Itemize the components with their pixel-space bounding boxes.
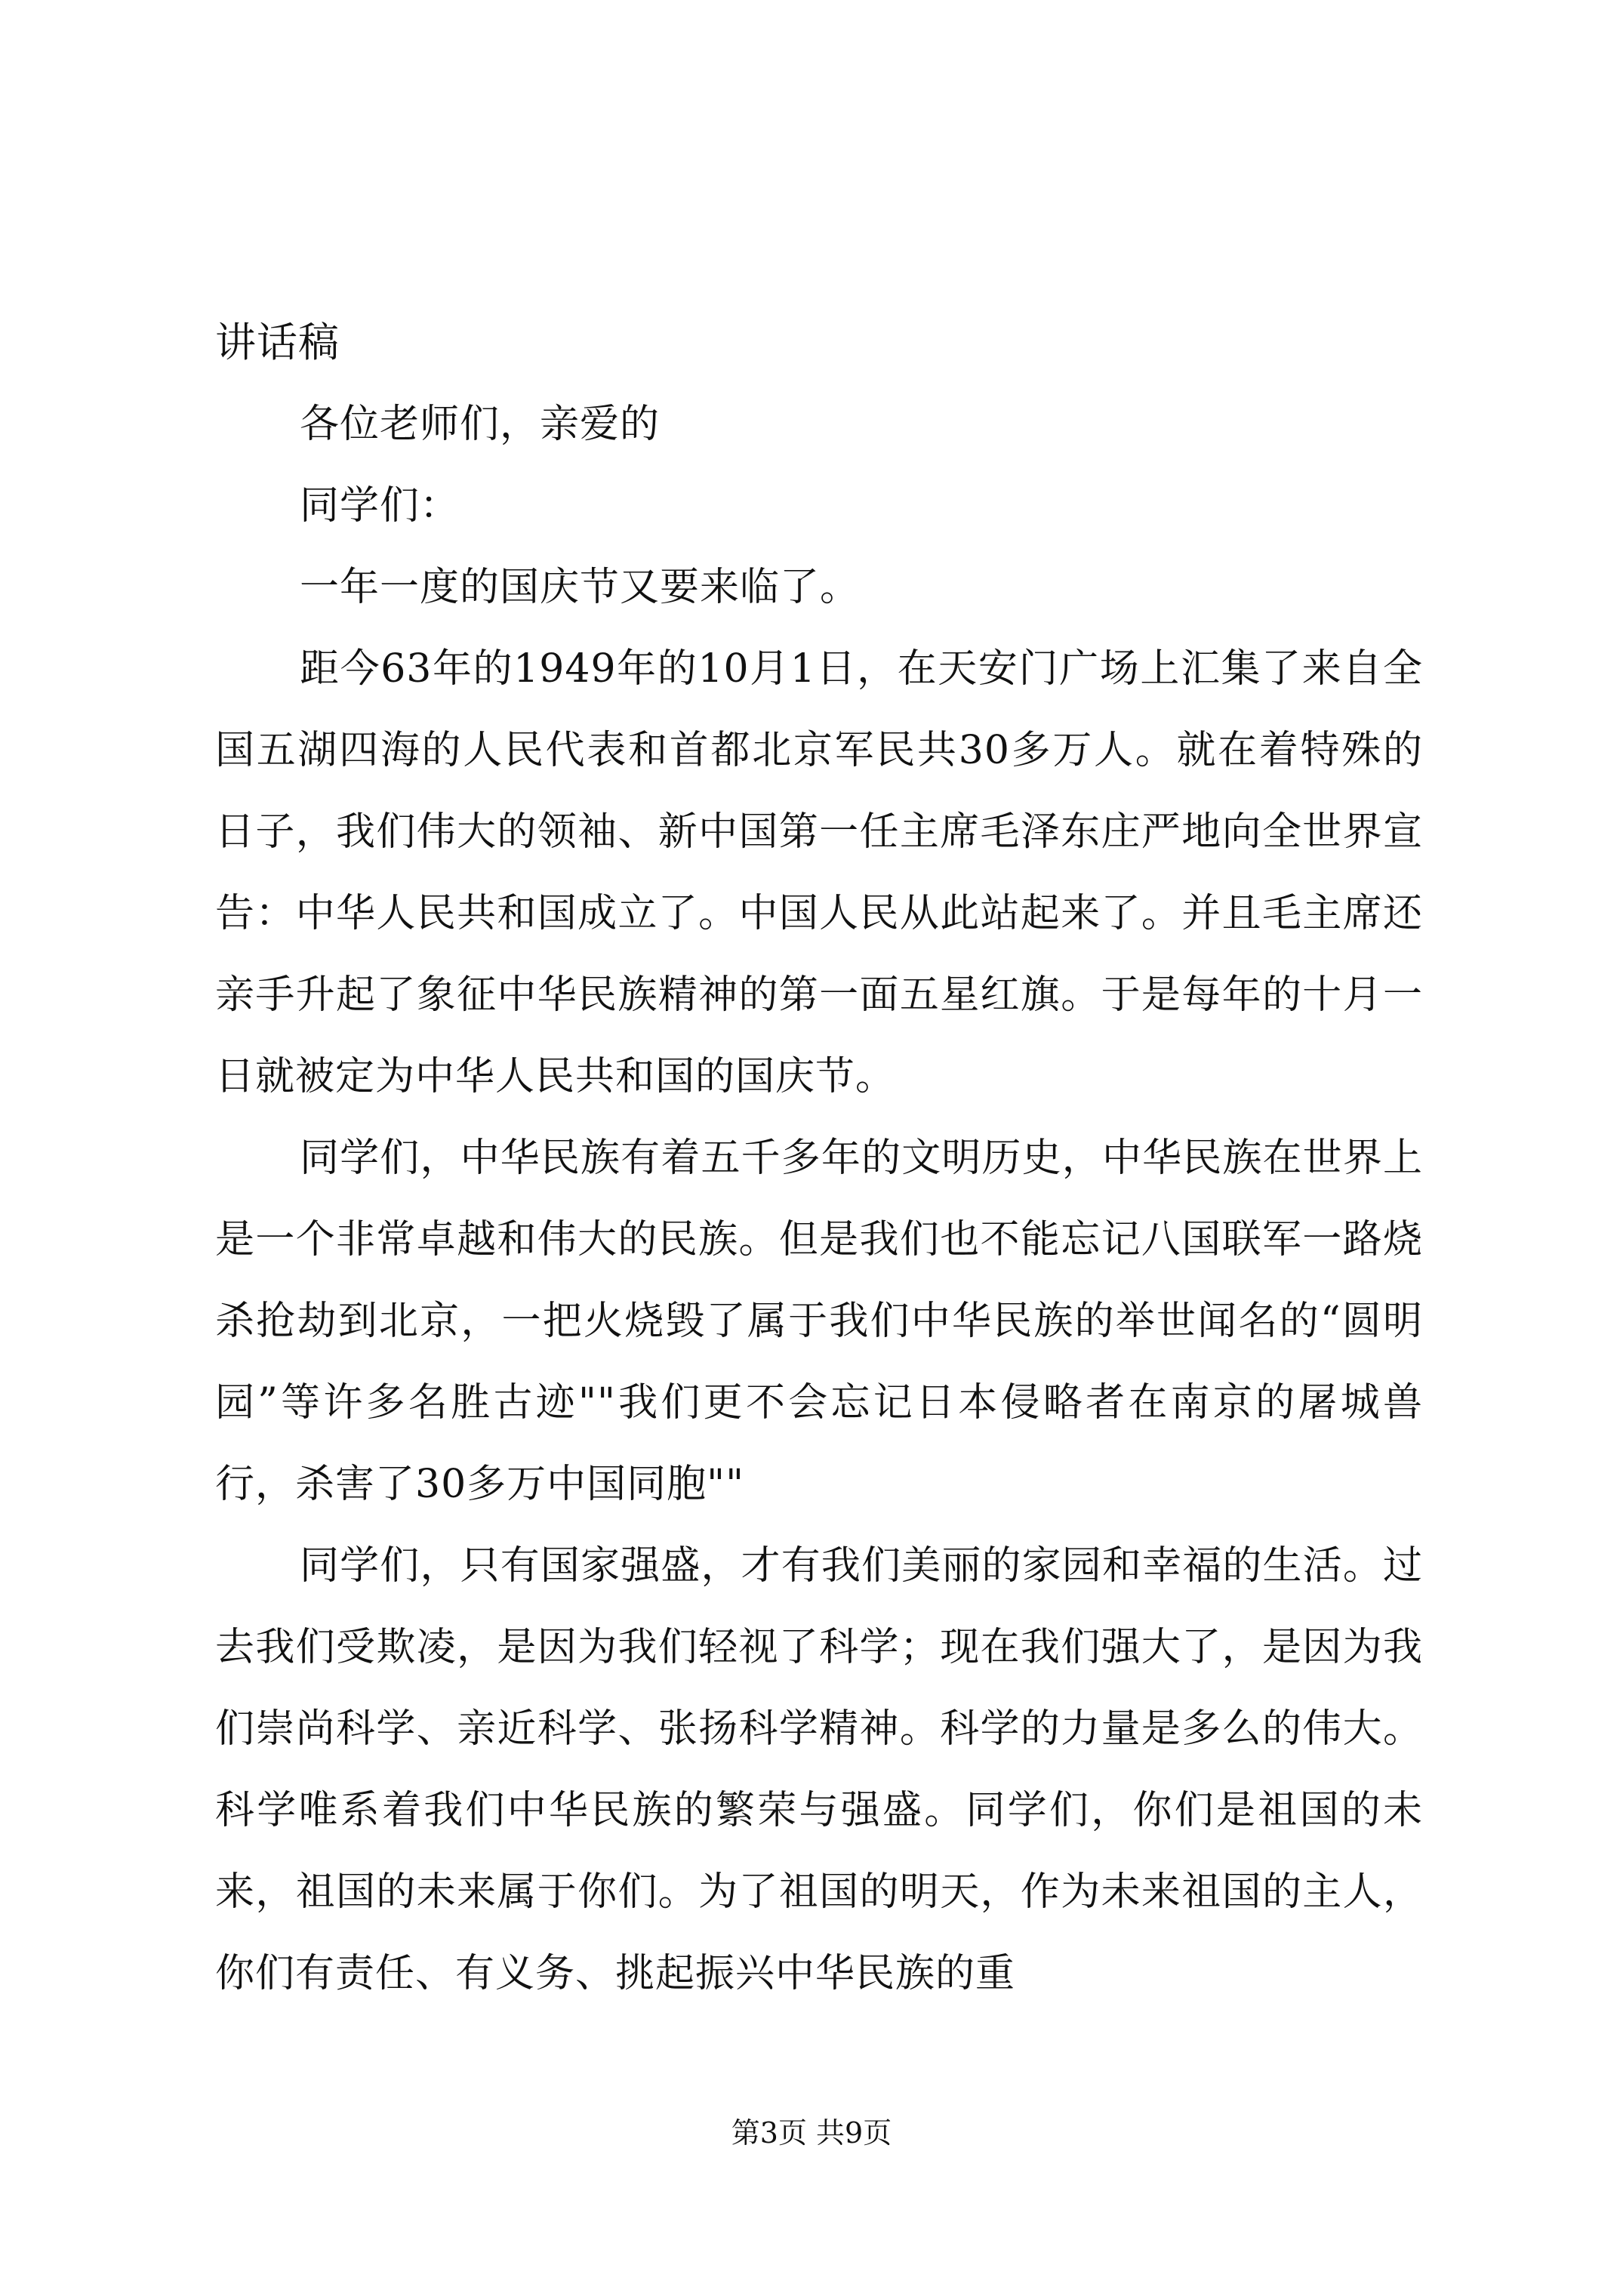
paragraph-greeting-continued: 同学们：	[300, 483, 460, 529]
paragraph-civilization: 同学们，中华民族有着五千多年的文明历史，中华民族在世界上是一个非常卓越和伟大的民族。但是我们也不能忘记八国联军一路烧杀抢劫到北京，一把火烧毁了属于我们中华民族的举世闻名的“圆明园”等许多名胜古迹""我们更不会忘记日本侵略者在南京的屠城兽行，杀害了30多万中国同胞""	[215, 1136, 1423, 1507]
paragraph-greeting: 各位老师们，亲爱的	[300, 402, 661, 447]
paragraph-intro: 一年一度的国庆节又要来临了。	[300, 565, 861, 610]
paragraph-history: 距今63年的1949年的10月1日，在天安门广场上汇集了来自全国五湖四海的人民代表和首都北京军民共30多万人。就在着特殊的日子，我们伟大的领袖、新中国第一任主席毛泽东庄严地向全世界宣告：中华人民共和国成立了。中国人民从此站起来了。并且毛主席还亲手升起了象征中华民族精神的第一面五星红旗。于是每年的十月一日就被定为中华人民共和国的国庆节。	[215, 646, 1423, 1099]
paragraph-science: 同学们，只有国家强盛，才有我们美丽的家园和幸福的生活。过去我们受欺凌，是因为我们轻视了科学；现在我们强大了，是因为我们崇尚科学、亲近科学、张扬科学精神。科学的力量是多么的伟大。科学唯系着我们中华民族的繁荣与强盛。同学们，你们是祖国的未来，祖国的未来属于你们。为了祖国的明天，作为未来祖国的主人，你们有责任、有义务、挑起振兴中华民族的重	[215, 1543, 1423, 1996]
document-body	[215, 302, 1423, 2014]
page-number-footer: 第3页 共9页	[731, 2116, 892, 2150]
document-heading: 讲话稿	[215, 319, 340, 366]
